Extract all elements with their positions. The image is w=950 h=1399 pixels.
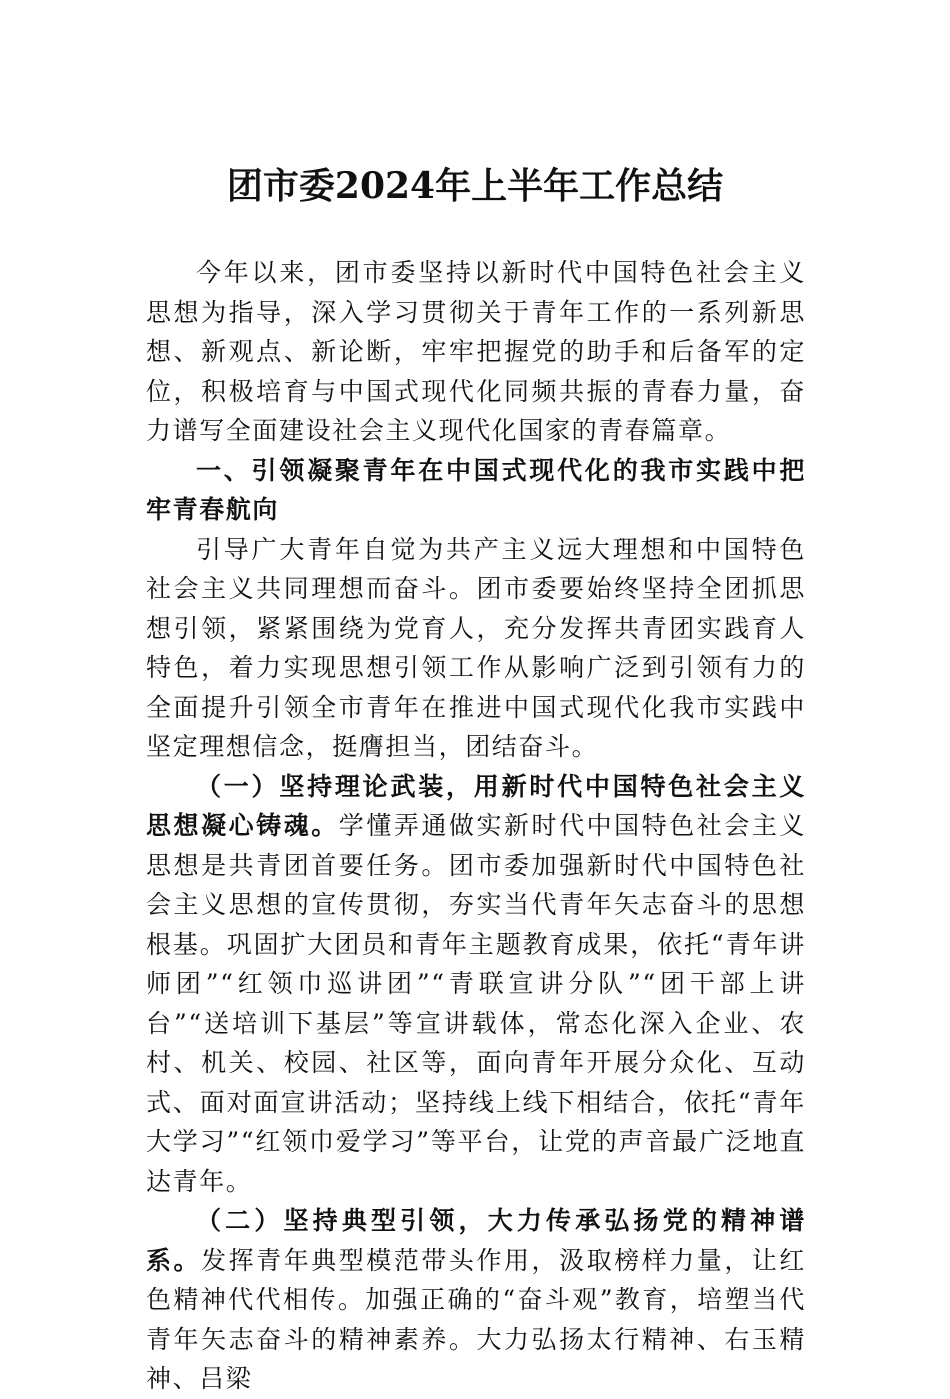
document-title: 团市委2024年上半年工作总结 — [226, 165, 724, 207]
document-body — [146, 253, 806, 1399]
item-1-paragraph — [146, 767, 806, 1202]
item-2-lead: （二）坚持典型引领，大力传承弘扬党的精神谱系。 — [146, 1206, 806, 1275]
section-1-heading: 一、引领凝聚青年在中国式现代化的我市实践中把牢青春航向 — [146, 455, 806, 524]
intro-paragraph: 今年以来，团市委坚持以新时代中国特色社会主义思想为指导，深入学习贯彻关于青年工作的一系列新思想、新观点、新论断，牢牢把握党的助手和后备军的定位，积极培育与中国式现代化同频共振的青春力量，奋力谱写全面建设社会主义现代化国家的青春篇章。 — [146, 258, 806, 445]
section-1-paragraph: 引导广大青年自觉为共产主义远大理想和中国特色社会主义共同理想而奋斗。团市委要始终坚持全团抓思想引领，紧紧围绕为党育人，充分发挥共青团实践育人特色，着力实现思想引领工作从影响广泛到引领有力的全面提升引领全市青年在推进中国式现代化我市实践中坚定理想信念，挺膺担当，团结奋斗。 — [146, 534, 806, 761]
item-1-text: 学懂弄通做实新时代中国特色社会主义思想是共青团首要任务。团市委加强新时代中国特色社会主义思想的宣传贯彻，夯实当代青年矢志奋斗的思想根基。巩固扩大团员和青年主题教育成果，依托“青年讲师团”“红领巾巡讲团”“青联宣讲分队”“团干部上讲台”“送培训下基层”等宣讲载体，常态化深入企业、农村、机关、校园、社区等，面向青年开展分众化、互动式、面对面宣讲活动；坚持线上线下相结合，依托“青年大学习”“红领巾爱学习”等平台，让党的声音最广泛地直达青年。 — [146, 811, 807, 1196]
item-2-paragraph — [146, 1201, 806, 1399]
item-1-lead: （一）坚持理论武装，用新时代中国特色社会主义思想凝心铸魂。 — [146, 771, 806, 840]
item-2-text: 发挥青年典型模范带头作用，汲取榜样力量，让红色精神代代相传。加强正确的“奋斗观”教育，培塑当代青年矢志奋斗的精神素养。大力弘扬太行精神、右玉精神、吕梁 — [146, 1245, 806, 1393]
